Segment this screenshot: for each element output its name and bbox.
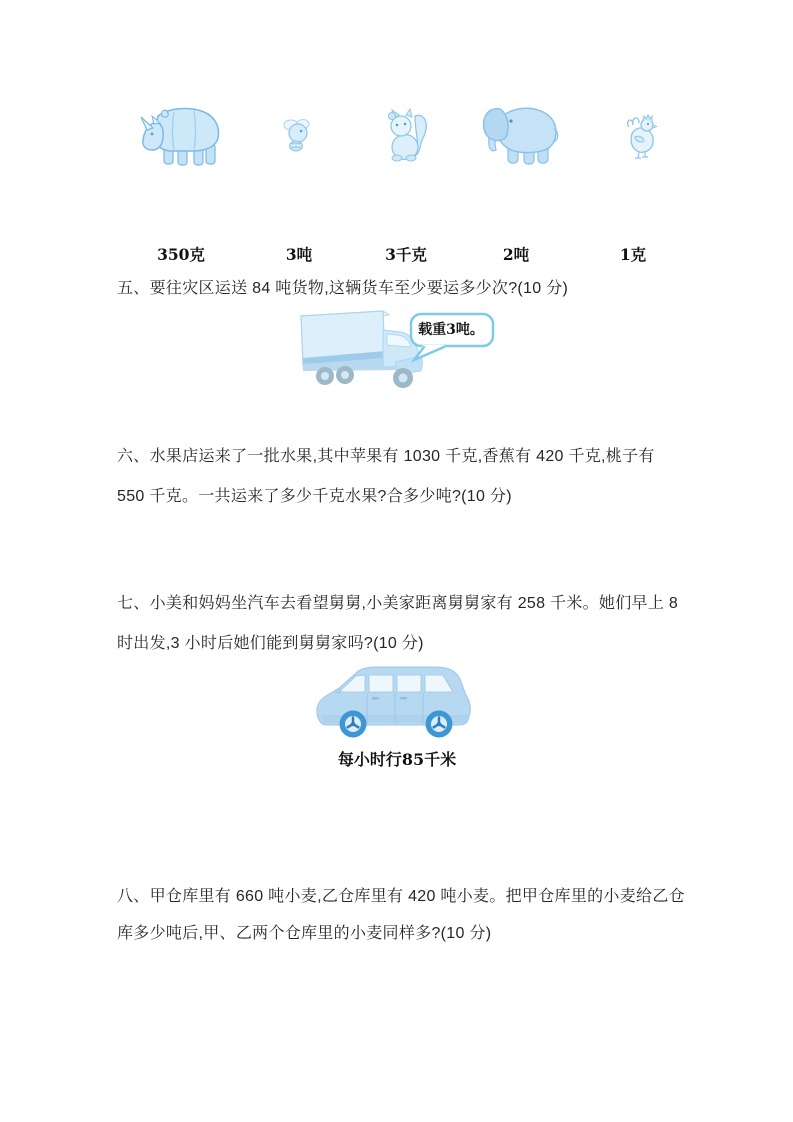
question-eight-line1: 八、甲仓库里有 660 吨小麦,乙仓库里有 420 吨小麦。把甲仓库里的小麦给乙仓	[117, 888, 685, 905]
weight-label: 3吨	[285, 245, 313, 264]
question-six-line1: 六、水果店运来了一批水果,其中苹果有 1030 千克,香蕉有 420 千克,桃子有	[117, 448, 655, 465]
question-six-line2: 550 千克。一共运来了多少千克水果?合多少吨?(10 分)	[117, 488, 512, 505]
truck-capacity-label: 载重3吨。	[418, 322, 484, 338]
rhinoceros-image	[140, 100, 222, 166]
rooster-image	[623, 113, 657, 159]
question-five-text: 五、要往灾区运送 84 吨货物,这辆货车至少要运多少次?(10 分)	[117, 280, 569, 297]
elephant-image	[480, 101, 560, 165]
car-speed-caption: 每小时行85千米	[337, 750, 457, 769]
weight-label: 3千克	[385, 245, 427, 264]
car-image	[311, 663, 481, 743]
question-seven-line2: 时出发,3 小时后她们能到舅舅家吗?(10 分)	[117, 635, 424, 652]
bee-image	[281, 117, 315, 153]
question-eight-line2: 库多少吨后,甲、乙两个仓库里的小麦同样多?(10 分)	[117, 925, 492, 942]
squirrel-image	[385, 108, 429, 162]
weight-label: 1克	[619, 245, 647, 264]
question-seven-line1: 七、小美和妈妈坐汽车去看望舅舅,小美家距离舅舅家有 258 千米。她们早上 8	[117, 595, 679, 612]
weight-label: 350克	[157, 245, 205, 264]
weight-label: 2吨	[502, 245, 530, 264]
